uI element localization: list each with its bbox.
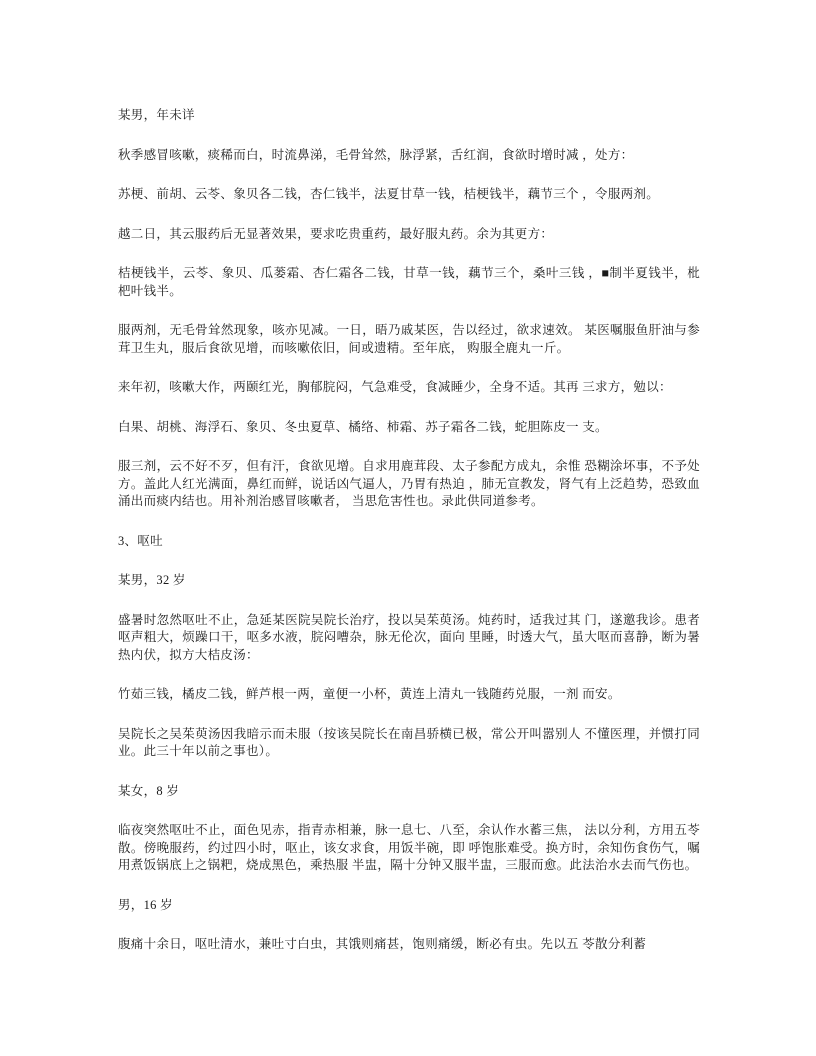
paragraph: 桔梗钱半，云苓、象贝、瓜蒌霜、杏仁霜各二钱，甘草一钱，藕节三个，桑叶三钱 ，■制半夏钱半，枇杷叶钱半。 bbox=[118, 266, 700, 298]
case-subject: 某女，8 岁 bbox=[118, 783, 180, 798]
paragraph: 白果、胡桃、海浮石、象贝、冬虫夏草、橘络、柿霜、苏子霜各二钱，蛇胆陈皮一 支。 bbox=[118, 419, 608, 434]
paragraph: 竹茹三钱，橘皮二钱，鲜芦根一两，童便一小杯，黄连上清丸一钱随药兑服，一剂 而安。 bbox=[118, 687, 621, 701]
paragraph: 秋季感冒咳嗽，痰稀而白，时流鼻涕，毛骨耸然，脉浮紧，舌红润，食欲时增时减 ，处方： bbox=[118, 147, 634, 162]
paragraph: 盛暑时忽然呕吐不止，急延某医院吴院长治疗，投以吴茱萸汤。炖药时，适我过其 门，遂邀我诊。患者呕声粗大，烦躁口干，呕多水液，脘闷嘈杂，脉无伦次，面向 里睡，时透大气，虽大呕而喜静，断为暑热内伏，拟方大桔皮汤： bbox=[118, 612, 700, 662]
paragraph: 来年初，咳嗽大作，两颐红光，胸郁脘闷，气急难受，食减睡少，全身不适。其再 三求方，勉以： bbox=[118, 380, 672, 394]
section-heading: 3、呕吐 bbox=[118, 533, 163, 548]
case-subject: 男，16 岁 bbox=[118, 897, 173, 912]
paragraph: 某男，年未详 bbox=[118, 108, 195, 122]
document-body bbox=[118, 107, 700, 954]
paragraph: 临夜突然呕吐不止，面色见赤，指青赤相兼，脉一息七、八至，余认作水蓄三焦， 法以分利，方用五苓散。傍晚服药，约过四小时，呕止，该女求食，用饭半碗，即 呼饱胀难受。换方时，余知伤食伤气，嘱用煮饭锅底上之锅粑，烧成黑色，乘热服 半盅，隔十分钟又服半盅，三服而愈。此法治水去而气伤也。 bbox=[118, 823, 700, 872]
case-subject: 某男，32 岁 bbox=[118, 573, 186, 587]
paragraph: 服三剂，云不好不歹，但有汗，食欲见增。自求用鹿茸段、太子参配方成丸，余惟 恐糊涂坏事，不予处方。盖此人红光满面，鼻红而鲜，说话凶气逼人，乃胃有热迫 ，肺无宣教发，肾气有上泛趋势，恐致血涌出而痰内结也。用补剂治感冒咳嗽者， 当思危害性也。录此供同道参考。 bbox=[118, 459, 700, 508]
paragraph: 吴院长之吴茱萸汤因我暗示而未服（按该吴院长在南昌骄横已极，常公开叫嚣别人 不懂医理，并惯打同业。此三十年以前之事也）。 bbox=[118, 726, 700, 758]
paragraph: 服两剂，无毛骨耸然现象，咳亦见减。一日，晤乃戚某医，告以经过，欲求速效。 某医嘱服鱼肝油与参茸卫生丸，服后食欲见增，而咳嗽依旧，间或遗精。至年底， 购服全鹿丸一斤。 bbox=[118, 323, 700, 355]
paragraph: 腹痛十余日，呕吐清水，兼吐寸白虫，其饿则痛甚，饱则痛缓，断必有虫。先以五 苓散分利蓄 bbox=[118, 937, 647, 951]
paragraph: 越二日，其云服药后无显著效果，要求吃贵重药，最好服丸药。余为其更方： bbox=[118, 226, 554, 241]
paragraph: 苏梗、前胡、云苓、象贝各二钱，杏仁钱半，法夏甘草一钱，桔梗钱半，藕节三个 ，令服两剂。 bbox=[118, 187, 660, 201]
